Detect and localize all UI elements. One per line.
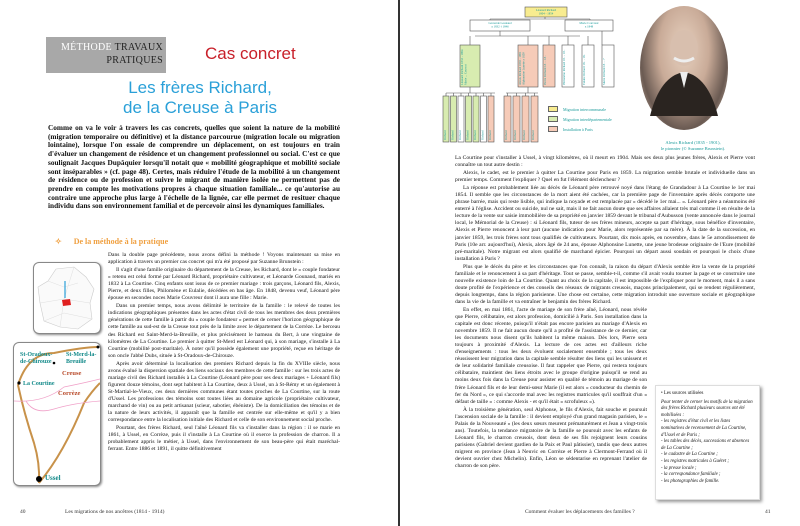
tree-child <box>582 45 594 87</box>
paragraph: Alexis, le cadet, est le premier à quitter La Courtine pour Paris en 1859. La migration semble brutale et individuelle dans un premier temps. Comment l'expliquer ? Quel en fut l'élément déclencheur ? <box>455 170 755 184</box>
svg-text:Alexis Richard 1835 - 1901: Alexis Richard 1835 - 1901 <box>518 51 522 85</box>
tree-child <box>562 45 574 87</box>
svg-text:Richard: Richard <box>488 130 492 140</box>
svg-text:Léonarde Gounaud: Léonarde Gounaud <box>488 21 512 25</box>
svg-text:Richard: Richard <box>473 130 477 140</box>
bullet-icon: ✧ <box>55 237 62 246</box>
svg-text:Léonard Richard 1833 - 1904: Léonard Richard 1833 - 1904 <box>460 49 464 85</box>
tree-grandchild <box>481 96 487 142</box>
tree-grandchild <box>531 96 538 142</box>
tree-grandchild <box>458 96 464 142</box>
title-line-2: de la Creuse à Paris <box>122 98 278 117</box>
svg-text:Marie Richard 18.. - ?: Marie Richard 18.. - ? <box>602 58 606 85</box>
paragraph: La réponse est probablement liée au décès de Léonard père retrouvé noyé dans l'étang de Grandadour à La Courtine le 1er mai 1854. Il semble que les circonstances de la mort aient été cachées, car la première page de l'inventaire après décès comporte une phrase barrée, mais qui reste lisible, qui indique la noyade et est remplacée par « décédé le 1er mai... ». Léonard père a néanmoins été enterré à l'église. Accident ou suicide, nul ne sait, mais il ne fait aucun doute que ses affaires allaient très mal comme il en résulte de la lecture de la vente sur saisie immobilière de sa propriété en janvier 1859 devant le tribunal d'Aubusson (vente annoncée dans le journal local, le Mémorial de la Creuse) : si Léonard fils, tuteur de ses frères mineurs, accepte sa part d'héritage, sous bénéfice d'inventaire, Alexis et Pierre renoncent à leur part (aucune indication pour Marie, alors représentée par sa mère). À la date de la succession, en janvier 1859, les trois frères sont tous qualifiés de cultivateurs. Pourtant, dix mois après, en novembre, dans le 5e arrondissement de Paris (10e arr. aujourd'hui), Alexis, alors âgé de 24 ans, épouse Alphonsine Lunette, une jeune brodeuse originaire de l'Eure (mobilité pré-maritale). Notre migrant est alors qualifié de marchand épicier. Pourquoi un départ aussi soudain et pourquoi le choix d'une installation à Paris ? <box>455 185 755 262</box>
tree-grandchild <box>473 96 479 142</box>
intro-paragraph: Comme on va le voir à travers les cas concrets, quelles que soient la nature de la mobilité (migration temporaire ou définitive) et la distance parcourue (migration locale ou migration lointaine), lorsque l'on essaie de comprendre un déplacement, on est toujours en train d'évaluer un changement de résidence et un changement professionnel ou social. C'est ce que soulignait Jacques Dupâquier lorsqu'il notait que « mobilité géographique et mobilité sociale sont inséparables » (cf. page 48). Certes, mais réduire l'étude de la mobilité à un changement de résidence ou de profession et suivre le migrant de manière isolée ne permettent pas de prendre en compte les motivations propres à chaque situation familiale... ce qu'autorise au contraire une approche plus large à l'échelle de la lignée, car elle permet de resituer chaque individu dans son environnement familial et de percevoir ainsi les dynamiques familiales. <box>48 123 340 211</box>
france-map <box>33 262 101 334</box>
route-map <box>13 342 101 486</box>
paragraph: Pourtant, des frères Richard, seul l'aîné Léonard fils va s'installer dans la région : il se marie en 1861, à Ussel, en Corrèze, puis il s'installe à La Courtine où il exerce la profession de charron. Il a probablement appris le métier, à Ussel, dans l'environnement de son beau-père qui était maréchal-ferrant. Entre 1886 et 1891, il quitte définitivement <box>108 425 340 453</box>
footer-right: Comment évaluer les déplacements des familles ? <box>525 509 635 515</box>
sidebar-item: - les photographies de famille. <box>661 478 720 484</box>
sidebar-intro: Pour tenter de cerner les motifs de la migration des frères Richard plusieurs sources ont été mobilisées : <box>661 399 753 418</box>
svg-text:x 1832 † 1846: x 1832 † 1846 <box>491 24 509 29</box>
sidebar-title-text: Les sources utilisées <box>663 391 704 396</box>
caption-line: le pionnier (© Suzanne Brunstein). <box>660 145 726 151</box>
svg-text:Richard: Richard <box>458 130 462 140</box>
tree-root <box>525 7 567 17</box>
svg-text:Richard: Richard <box>465 130 470 140</box>
map-label-creuse: Creuse <box>62 370 82 377</box>
paragraph: Plus que le décès du père et les circonstances que l'on connaît, la raison du départ d'Alexis semble être la vente de la propriété familiale et le renoncement à sa part d'héritage. Tout se passe, semble-t-il, comme s'il avait voulu tourner la page et se construire une nouvelle existence loin de La Courtine. Quant au choix de la capitale, il est impossible de l'expliquer pour le moment, mais il a sans doute profité de l'expérience et des conseils des réseaux de migrants creusois, maçons principalement, qui se rendent régulièrement, depuis longtemps, dans la région parisienne. Une chose est certaine, cette migration introduit une ouverture sociale et géographique dans la vie de la famille et va entraîner le benjamin des frères Richard. <box>455 263 755 305</box>
badge-pratiques: PRATIQUES <box>106 55 163 66</box>
tree-grandchild <box>443 96 449 142</box>
tree-grandchild <box>513 96 520 142</box>
svg-text:Richard: Richard <box>480 130 485 140</box>
legend-item <box>548 126 612 132</box>
tree-grandchild <box>522 96 529 142</box>
sources-sidebar <box>655 385 760 500</box>
tree-spouse <box>470 20 530 31</box>
section-badge <box>46 37 166 73</box>
sidebar-item: - les registres d'état civil et les listes nominatives de recensement de La Courtine, d'Ussel et de Paris ; <box>661 419 747 438</box>
tree-grandchild <box>504 96 511 142</box>
map-label-st-oradoux: St-Oradoux-de-Chirouze <box>20 352 53 365</box>
footer-left: Les migrations de nos ancêtres (1814 - 1914) <box>65 509 165 515</box>
title-line-1: Les frères Richard, <box>128 78 272 97</box>
tree-grandchild <box>488 96 494 142</box>
svg-text:Eulalie Richard 18.. - 18..: Eulalie Richard 18.. - 18.. <box>582 54 586 85</box>
tree-grandchild <box>451 96 457 142</box>
svg-text:Richard: Richard <box>522 130 526 140</box>
badge-methode: MÉTHODE <box>60 42 112 53</box>
paragraph: La Courtine pour s'installer à Ussel, à vingt kilomètres, où il meurt en 1904. Mais ses deux plus jeunes frères, Alexis et Pierre vont connaître un tout autre destin : <box>455 155 755 169</box>
svg-text:Richard: Richard <box>450 130 455 140</box>
section-title: Cas concret <box>205 44 296 63</box>
sidebar-item: - la presse locale ; <box>661 465 697 471</box>
svg-text:Philomène Richard 18.. - 18..: Philomène Richard 18.. - 18.. <box>562 49 566 85</box>
caption-line: Alexis Richard (1835 - 1901), <box>665 140 721 145</box>
svg-text:Marie Couvreur: Marie Couvreur <box>579 21 599 25</box>
legend-label: Installation à Paris <box>563 126 593 132</box>
paragraph: Après avoir déterminé la localisation des premiers Richard depuis la fin du XVIIIe siècle, nous avons évalué la dispersion spatiale des liens sociaux des membres de cette famille : sur les trois actes de mariage civil des Richard installés à La Courtine (Léonard père pour ses deux mariages + Léonard fils) figurent douze témoins, dont sept habitent à La Courtine, deux à Ussel, un à St-Rémy et un également à St-Martial-le-Vieux, ces deux dernières communes étant toutes proches de La Courtine, sur la route d'Ussel. Les professions des témoins sont toutes liées au domaine agricole (propriétaire cultivateur, marchand de vin) ou au petit artisanat (scieur, sabotier, ébéniste). De la domiciliation des témoins et de la nature de leurs activités, il apparaît que la famille est centrée sur elle-même et qu'il y a bien correspondance entre la localisation initiale des Richard et celle de son environnement social proche. <box>108 360 340 424</box>
paragraph: En effet, en mai 1861, l'acte de mariage de son frère aîné, Léonard, nous révèle que Pierre, célibataire, est alors profession, domicilié à Paris. Son installation dans la capitale est donc récente, puisqu'il n'était pas encore parisien au mariage d'Alexis en novembre 1859. Il ne fait aucun doute qu'il a profité de l'assistance de ce dernier, car les documents nous disent qu'ils habitent la même maison. Dès lors, Pierre sera toujours à proximité d'Alexis. La lecture de ces actes est d'ailleurs riche d'enseignements : tous les deux évoluent socialement ensemble ; tous les deux réussissent leur migration dans la capitale semble résulter des liens qui les unissent et de leur solidarité familiale creusoise. Il faut rappeler que Pierre, qui restera toujours célibataire, maintient des liens étroits avec le groupe d'origine puisqu'il se rend au moins deux fois dans la Creuse pour assister en qualité de témoin au mariage de son frère Léonard fils et de leur demi-sœur Marie (il est alors « conducteur du chemin de fer du Nord », ce qui s'accorde mal avec les registres matricules qu'il souffrait d'un « défaut de taille » : comme Alexis - et qu'il était « scrofuleux »). <box>455 306 647 405</box>
tree-child <box>518 45 538 87</box>
subheading <box>55 237 180 246</box>
svg-text:Pierre Richard 18.. - 18..: Pierre Richard 18.. - 18.. <box>543 55 547 85</box>
paragraph: Il s'agit d'une famille originaire du département de la Creuse, les Richard, dont le « couple fondateur » retenu est celui formé par Léonard Richard, propriétaire cultivateur, et Léonarde Gounaud, mariés en 1832 à La Courtine. Cinq enfants sont issus de ce premier mariage : trois garçons, Léonard fils, Alexis, Pierre, et deux filles, Philomène et Eulalie, décédées en bas âge. En 1848, devenu veuf, Léonard père épouse en secondes noces Marie Couvreur dont il aura une fille : Marie. <box>108 267 340 302</box>
tree-legend <box>548 106 612 136</box>
sidebar-title: • Les sources utilisées <box>661 391 704 396</box>
svg-text:Richard: Richard <box>531 130 535 140</box>
sidebar-item: - le cadastre de La Courtine ; <box>661 452 718 458</box>
svg-text:Marie ... Couvrat: Marie ... Couvrat <box>463 64 468 85</box>
map-label-correze: Corrèze <box>58 390 81 397</box>
svg-text:Léonard Richard: Léonard Richard <box>535 8 557 12</box>
tree-child <box>460 45 480 87</box>
badge-travaux: TRAVAUX <box>114 42 163 53</box>
svg-text:x 1848: x 1848 <box>584 24 594 29</box>
map-label-ussel: Ussel <box>45 474 61 482</box>
legend-label: Migration interdépartementale <box>563 116 612 122</box>
page-number-right: 41 <box>765 509 771 515</box>
page-title <box>60 78 340 118</box>
creuse-highlight <box>62 299 71 306</box>
svg-text:Richard: Richard <box>443 130 447 140</box>
svg-text:Alphonsine Lunette x 1859: Alphonsine Lunette x 1859 <box>521 52 526 85</box>
map-label-st-merd: St-Merd-la-Breuille <box>66 352 97 365</box>
tree-child <box>602 45 614 87</box>
map-label-la-courtine: La Courtine <box>23 381 55 387</box>
svg-text:1804 - 1854: 1804 - 1854 <box>538 11 554 16</box>
subheading-text: De la méthode à la pratique <box>73 237 169 246</box>
sidebar-item: - la correspondance familiale ; <box>661 472 721 478</box>
legend-item <box>548 116 612 122</box>
tree-child <box>543 45 555 87</box>
page-gutter <box>398 0 400 526</box>
photo-caption <box>648 140 738 151</box>
svg-text:Richard: Richard <box>504 130 508 140</box>
svg-text:Richard: Richard <box>513 130 517 140</box>
paragraph: À la troisième génération, seul Alphonse, le fils d'Alexis, fait souche et poursuit l'ascension sociale de la famille : il devient employé d'un grand magasin parisien, le « Palais de la Nouveauté » (les deux sœurs meurent prématurément et Jean a vingt-trois ans). Toutefois, la tendance migratoire de la famille se poursuit avec les enfants de Léonard fils, le charron creusois, dont deux de ses fils rejoignent leurs cousins parisiens (Gabriel devient gardien de la Paix et Paul pâtissier), tandis que deux autres migrent en province (Jean à Neuvic en Corrèze et Pierre à Clermont-Ferrand où il devient ouvrier chez Michelin). Enfin, Léon se sédentarise en reprenant l'atelier de charron de son père. <box>455 406 647 470</box>
tree-spouse <box>565 20 613 31</box>
page-number-left: 40 <box>20 509 26 515</box>
portrait-photo <box>640 6 728 130</box>
sidebar-item: - les registres matricules à Guéret ; <box>661 458 729 464</box>
paragraph: Dans un premier temps, nous avons délimité le territoire de la famille : le relevé de toutes les indications géographiques présentes dans les actes d'état civil de tous les membres des deux premières générations de cette famille à partir du « couple fondateur » permet de cerner l'horizon géographique de cette famille au sud-est de la Creuse tout près de la limite avec le département de la Corrèze. Le berceau des Richard est Saint-Merd-la-Breuille, et plus précisément le hameau du Bert, à une vingtaine de kilomètres de La Courtine. Le premier à quitter St-Merd est Léonard qui, à son mariage, s'installe à La Courtine (mobilité post-maritale). À noter qu'il possède également une propriété, reçue en héritage de son oncle l'abbé Dubs, située à St-Oradoux-de-Chirouze. <box>108 303 340 359</box>
legend-item <box>548 106 612 112</box>
legend-label: Migration intercommunale <box>563 106 606 112</box>
paragraph: Dans la double page précédente, nous avons défini la méthode ! Voyons maintenant sa mise en application à travers un premier cas concret qui m'a été proposé par Suzanne Brunstein : <box>108 252 340 266</box>
sidebar-item: - les tables des décès, successions et absences de La Courtine ; <box>661 439 750 451</box>
left-body-text <box>108 252 340 504</box>
tree-grandchild <box>466 96 472 142</box>
